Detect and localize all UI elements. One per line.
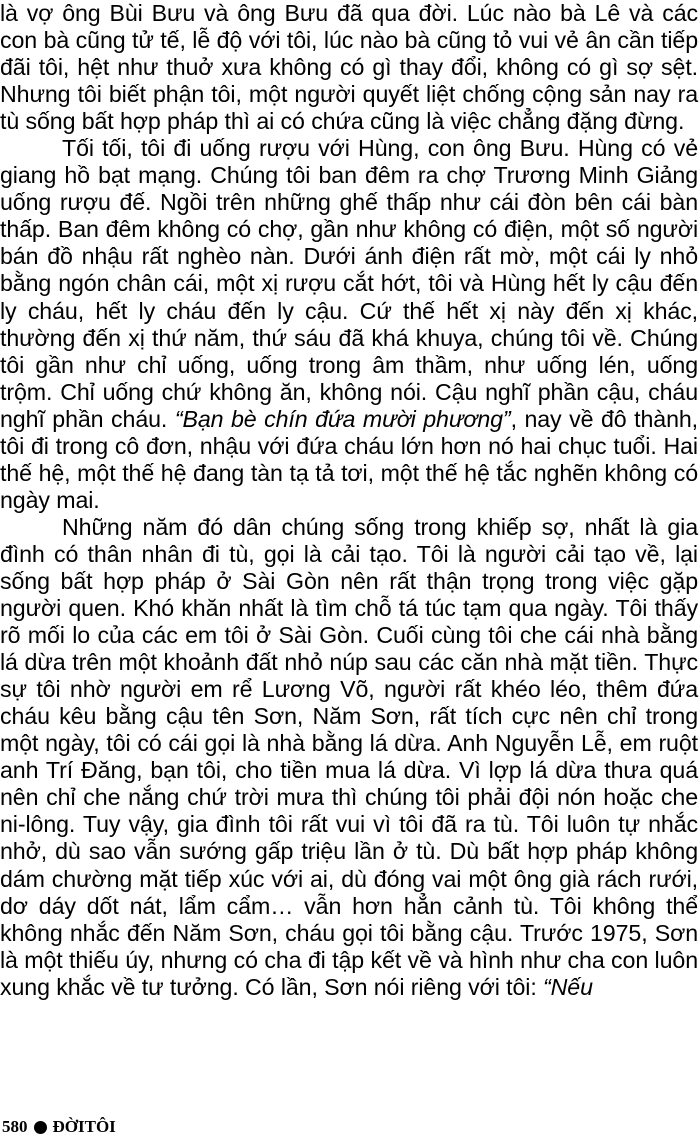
paragraph-3-text: Những năm đó dân chúng sống trong khiếp sợ, nhất là gia đình có thân nhân đi tù, gọi là cải tạo. Tôi là người cải tạo về, lại sống bất hợp pháp ở Sài Gòn nên rất thận trọng trong việc gặp người quen. Khó khăn nhất là tìm chỗ tá túc tạm qua ngày. Tôi thấy rõ mối lo của các em tôi ở Sài Gòn. Cuối cùng tôi che cái nhà bằng lá dừa trên một khoảnh đất nhỏ núp sau các căn nhà mặt tiền. Thực sự tôi nhờ người em rể Lương Võ, người rất khéo léo, thêm đứa cháu kêu bằng cậu tên Sơn, Năm Sơn, rất tích cực nên chỉ trong một ngày, tôi có cái gọi là nhà bằng lá dừa. Anh Nguyễn Lễ, em ruột anh Trí Đăng, bạn tôi, cho tiền mua lá dừa. Vì lợp lá dừa thưa quá nên chỉ che nắng chứ trời mưa thì chúng tôi phải đội nón hoặc che ni-lông. Tuy vậy, gia đình tôi rất vui vì tôi đã ra tù. Tôi luôn tự nhắc nhở, dù sao vẫn sướng gấp triệu lần ở tù. Dù bất hợp pháp không dám chường mặt tiếp xúc với ai, dù đóng vai một ông già rách rưới, dơ dáy dốt nát, lẩm cẩm… vẫn hơn hẳn cảnh tù. Tôi không thể không nhắc đến Năm Sơn, cháu gọi tôi bằng cậu. Trước 1975, Sơn là một thiếu úy, nhưng có cha đi tập kết về và hình như cha con luôn xung khắc về tư tưởng. Có lần, Sơn nói riêng với tôi: [0,513,698,1000]
book-title: ĐỜITÔI [52,1117,116,1136]
page-number: 580 [2,1117,28,1136]
paragraph-2-quote: “Bạn bè chín đứa mười phương” [174,405,511,432]
paragraph-3-quote-start: “Nếu [543,973,593,1000]
page-footer [2,1117,116,1137]
paragraph-1: là vợ ông Bùi Bưu và ông Bưu đã qua đời. Lúc nào bà Lê và các con bà cũng tử tế, lễ độ với tôi, lúc nào bà cũng tỏ vui vẻ ân cần tiếp đãi tôi, hệt như thuở xưa không có gì thay đổi, không có gì sợ sệt. Nhưng tôi biết phận tôi, một người quyết liệt chống cộng sản nay ra tù sống bất hợp pháp thì ai có chứa cũng là việc chẳng đặng đừng. [0,0,698,135]
paragraph-2 [0,135,698,514]
paragraph-2-text-continued: , nay về đô thành, tôi đi trong cô đơn, nhậu với đứa cháu lớn hơn nó hai chục tuổi. Hai thế hệ, một thế hệ đang tàn tạ tả tơi, một thế hệ tắc nghẽn không có ngày mai. [0,405,698,513]
paragraph-2-text: Tối tối, tôi đi uống rượu với Hùng, con ông Bưu. Hùng có vẻ giang hồ bạt mạng. Chúng tôi ban đêm ra chợ Trương Minh Giảng uống rượu đế. Ngồi trên những ghế thấp như cái đòn bên cái bàn thấp. Ban đêm không có chợ, gần như không có điện, một số người bán đồ nhậu rất nghèo nàn. Dưới ánh điện rất mờ, một cái ly nhỏ bằng ngón chân cái, một xị rượu cắt hớt, tôi và Hùng hết ly cậu đến ly cháu, hết ly cháu đến ly cậu. Cứ thế hết xị này đến xị khác, thường đến xị thứ năm, thứ sáu đã khá khuya, chúng tôi về. Chúng tôi gần như chỉ uống, uống trong âm thầm, như uống lén, uống trộm. Chỉ uống chứ không ăn, không nói. Cậu nghĩ phần cậu, cháu nghĩ phần cháu. [0,135,698,432]
paragraph-3 [0,514,698,1001]
bullet-icon [34,1121,47,1134]
